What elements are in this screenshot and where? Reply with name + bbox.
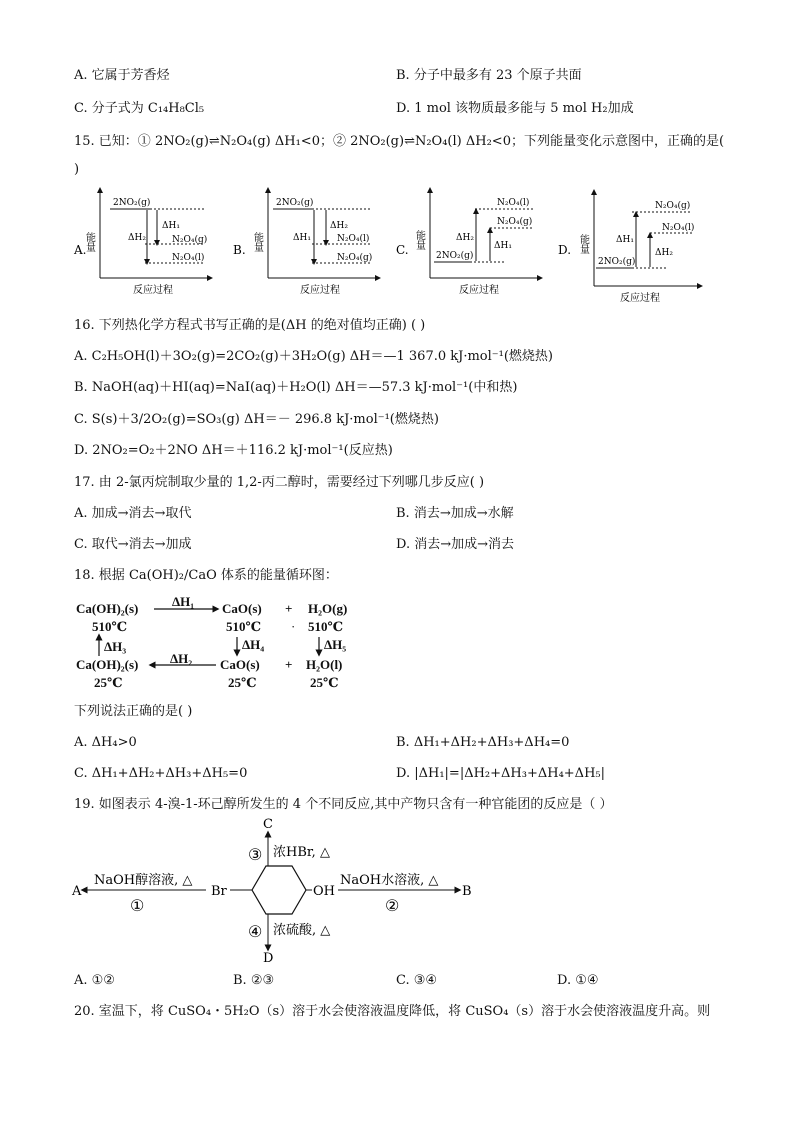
q15-a-n2o4g: N₂O₄(g) xyxy=(172,235,208,245)
q17-option-c: C. 取代→消去→加成 xyxy=(74,537,192,552)
q15-d-dh1: ΔH₁ xyxy=(616,235,634,245)
q18-dh4: ΔH₄ xyxy=(242,637,265,652)
q15-b-n2o4g: N₂O₄(g) xyxy=(337,253,373,263)
q15-diagram-c xyxy=(396,190,540,296)
q19-product-b: B xyxy=(462,884,472,899)
q19-cyclohexane-ring xyxy=(252,866,306,914)
q18-question: 下列说法正确的是( ) xyxy=(74,704,193,719)
q15-diagram-a xyxy=(73,190,210,296)
q15-stem-close: ) xyxy=(74,162,80,177)
q15-d-dh2: ΔH₂ xyxy=(655,248,673,258)
q19-option-b: B. ②③ xyxy=(233,973,275,988)
q14-option-a: A. 它属于芳香烃 xyxy=(74,68,170,83)
q18-option-b: B. ΔH₁+ΔH₂+ΔH₃+ΔH₄=0 xyxy=(396,735,570,750)
q19-reaction-diagram xyxy=(0,812,794,962)
q18-dh5: ΔH₅ xyxy=(324,637,347,652)
q18-caoh2-25: Ca(OH)₂(s) xyxy=(76,657,139,672)
q18-cao-25: CaO(s) xyxy=(220,657,260,672)
q16-option-b: B. NaOH(aq)＋HI(aq)=NaI(aq)＋H₂O(l) ΔH＝—57.3 kJ·mol⁻¹(中和热) xyxy=(74,380,518,395)
q18-dh2: ΔH₂ xyxy=(170,651,193,666)
q18-option-c: C. ΔH₁+ΔH₂+ΔH₃+ΔH₅=0 xyxy=(74,766,248,781)
q15-a-dh1: ΔH₁ xyxy=(162,221,180,231)
q19-reagent-4: 浓硫酸, △ xyxy=(273,923,331,938)
q18-caoh2-510: Ca(OH)₂(s) xyxy=(76,601,139,616)
q15-ylabel-c: 能量 xyxy=(413,230,425,250)
q15-b-n2o4l: N₂O₄(l) xyxy=(337,234,370,244)
q19-br-label: Br xyxy=(211,884,227,899)
q19-product-d: D xyxy=(263,951,274,962)
q19-number-1: ① xyxy=(130,896,145,915)
q18-temp-25-b: 25℃ xyxy=(228,675,257,690)
q18-temp-25-a: 25℃ xyxy=(94,675,123,690)
q17-option-d: D. 消去→加成→消去 xyxy=(396,537,515,552)
q18-option-d: D. |ΔH₁|=|ΔH₂+ΔH₃+ΔH₄+ΔH₅| xyxy=(396,766,605,781)
q18-temp-25-c: 25℃ xyxy=(310,675,339,690)
q18-plus-top: + xyxy=(285,601,293,616)
q15-xlabel-c: 反应过程 xyxy=(459,285,499,296)
q17-stem: 17. 由 2-氯丙烷制取少量的 1,2-丙二醇时，需要经过下列哪几步反应( ) xyxy=(74,475,485,490)
q19-stem: 19. 如图表示 4-溴-1-环己醇所发生的 4 个不同反应,其中产物只含有一种官能团的反应是（ ） xyxy=(74,797,613,812)
q19-product-c: C xyxy=(263,817,273,832)
q19-reagent-3: 浓HBr, △ xyxy=(273,845,330,860)
q15-a-n2o4l: N₂O₄(l) xyxy=(172,253,205,263)
q19-option-a: A. ①② xyxy=(74,973,115,988)
q18-dh3: ΔH₃ xyxy=(104,639,127,654)
q15-diagrams xyxy=(0,182,794,307)
q15-diagram-b xyxy=(233,190,378,296)
q18-temp-510-b: 510℃ xyxy=(226,619,262,634)
q18-temp-510-a: 510℃ xyxy=(92,619,128,634)
q14-option-c: C. 分子式为 C₁₄H₈Cl₅ xyxy=(74,101,205,116)
q19-number-3: ③ xyxy=(248,845,263,864)
q18-h2og: H₂O(g) xyxy=(308,601,348,616)
q15-ylabel-d: 能量 xyxy=(577,234,589,254)
q19-option-c: C. ③④ xyxy=(396,973,438,988)
q19-option-d: D. ①④ xyxy=(557,973,599,988)
q15-b-dh2: ΔH₂ xyxy=(330,221,348,231)
q15-c-n2o4l: N₂O₄(l) xyxy=(497,198,530,208)
q15-d-no2: 2NO₂(g) xyxy=(598,257,636,267)
q16-option-c: C. S(s)＋3/2O₂(g)=SO₃(g) ΔH＝－ 296.8 kJ·mol⁻¹(燃烧热) xyxy=(74,412,439,427)
q19-number-4: ④ xyxy=(248,922,263,941)
q15-diagram-d xyxy=(558,192,700,304)
q15-letter-d: D. xyxy=(558,243,572,257)
q15-letter-c: C. xyxy=(396,243,409,257)
q14-option-b: B. 分子中最多有 23 个原子共面 xyxy=(396,68,582,83)
q15-xlabel-d: 反应过程 xyxy=(620,293,660,304)
q19-number-2: ② xyxy=(385,896,400,915)
q19-reagent-1: NaOH醇溶液, △ xyxy=(94,873,193,888)
q15-c-dh1: ΔH₁ xyxy=(494,241,512,251)
q15-c-no2: 2NO₂(g) xyxy=(436,251,474,261)
q15-a-dh2: ΔH₂ xyxy=(128,233,146,243)
q15-d-n2o4l: N₂O₄(l) xyxy=(662,223,695,233)
q15-letter-a: A. xyxy=(74,243,87,257)
q16-stem: 16. 下列热化学方程式书写正确的是(ΔH 的绝对值均正确) ( ) xyxy=(74,318,426,333)
q19-reagent-2: NaOH水溶液, △ xyxy=(340,873,439,888)
q18-dh1: ΔH₁ xyxy=(172,594,195,609)
q17-option-b: B. 消去→加成→水解 xyxy=(396,506,514,521)
q15-c-dh2: ΔH₂ xyxy=(456,233,474,243)
q19-product-a: A xyxy=(72,884,82,899)
q20-stem: 20. 室温下，将 CuSO₄・5H₂O（s）溶于水会使溶液温度降低，将 CuSO₄（s）溶于水会使溶液温度升高。则 xyxy=(74,1004,711,1019)
q15-b-no2: 2NO₂(g) xyxy=(276,198,314,208)
q18-option-a: A. ΔH₄>0 xyxy=(74,735,137,750)
q16-option-d: D. 2NO₂=O₂＋2NO ΔH＝＋116.2 kJ·mol⁻¹(反应热) xyxy=(74,443,393,458)
q15-ylabel-a: 能量 xyxy=(83,232,95,252)
q15-ylabel-b: 能量 xyxy=(251,232,263,252)
q18-dot: · xyxy=(291,619,296,634)
q18-h2ol: H₂O(l) xyxy=(306,657,343,672)
q17-option-a: A. 加成→消去→取代 xyxy=(74,506,192,521)
q14-option-d: D. 1 mol 该物质最多能与 5 mol H₂加成 xyxy=(396,101,634,116)
q15-xlabel-b: 反应过程 xyxy=(300,285,340,296)
q18-stem: 18. 根据 Ca(OH)₂/CaO 体系的能量循环图： xyxy=(74,568,338,583)
q16-option-a: A. C₂H₅OH(l)＋3O₂(g)=2CO₂(g)＋3H₂O(g) ΔH＝—1 367.0 kJ·mol⁻¹(燃烧热) xyxy=(74,349,554,364)
q18-temp-510-c: 510℃ xyxy=(308,619,344,634)
q15-b-dh1: ΔH₁ xyxy=(293,233,311,243)
q19-oh-label: OH xyxy=(313,884,335,899)
q15-stem: 15. 已知：① 2NO₂(g)⇌N₂O₄(g) ΔH₁<0；② 2NO₂(g)⇌N₂O₄(l) ΔH₂<0；下列能量变化示意图中，正确的是( xyxy=(74,134,725,149)
q18-cao-510: CaO(s) xyxy=(222,601,262,616)
q15-xlabel-a: 反应过程 xyxy=(133,285,173,296)
q15-letter-b: B. xyxy=(233,243,246,257)
q18-plus-bottom: + xyxy=(285,657,293,672)
q15-a-no2: 2NO₂(g) xyxy=(113,198,151,208)
q15-c-n2o4g: N₂O₄(g) xyxy=(497,217,533,227)
q15-d-n2o4g: N₂O₄(g) xyxy=(655,201,691,211)
q18-cycle-arrows xyxy=(0,590,400,690)
